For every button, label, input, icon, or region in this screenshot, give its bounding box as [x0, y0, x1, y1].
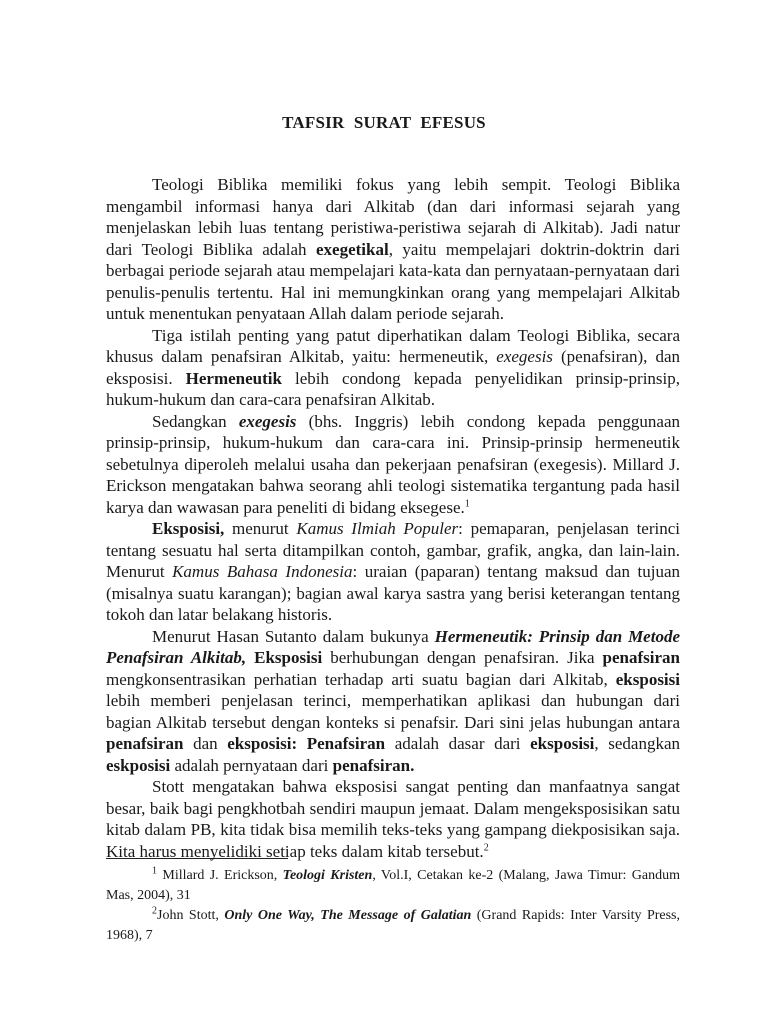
- text-run: menurut: [224, 519, 297, 538]
- footnote-divider: [106, 858, 288, 859]
- footnote: [106, 866, 680, 906]
- text-run: [246, 648, 254, 667]
- text-run: , yaitu mempelajari doktrin-doktrin dari berbagai periode sejarah atau mempelajari kata-kata dan pernyataan-pernyataan dari penulis-penulis tertentu. Hal ini memungkinkan orang yang mempelajari Alkitab untuk menentukan penyataan Allah dalam periode sejarah.: [106, 239, 680, 323]
- footnote-marker: 2: [152, 905, 157, 917]
- text-run: (Grand Rapids: Inter Varsity Press, 1968), 7: [106, 908, 681, 943]
- text-run: Kamus Ilmiah Populer: [296, 519, 459, 538]
- text-run: lebih memberi penjelasan terinci, memperhatikan aplikasi dan hubungan dari bagian Alkitab tersebut dengan konteks si penafsir. Dari sini jelas hubungan antara: [106, 691, 680, 732]
- text-run: Millard J. Erickson,: [157, 868, 283, 883]
- text-run: Stott mengatakan bahwa eksposisi sangat penting dan manfaatnya sangat besar, baik bagi pengkhotbah sendiri maupun jemaat. Dalam mengeksposisikan satu kitab dalam PB, kita tidak bisa memilih teks-teks yang gampang diekposisikan saja. Kita harus menyelidiki setiap teks dalam kitab tersebut.: [106, 777, 680, 861]
- paragraph: [106, 174, 680, 325]
- footnote-marker: 1: [152, 865, 157, 877]
- text-run: Kamus Bahasa Indonesia: [172, 562, 353, 581]
- footnote-marker: 2: [483, 841, 489, 853]
- text-run: Eksposisi: [254, 648, 323, 667]
- text-run: (bhs. Inggris) lebih condong kepada penggunaan prinsip-prinsip, hukum-hukum dan cara-cara ini. Prinsip-prinsip hermeneutik sebetulnya diperoleh melalui usaha dan pekerjaan penafsiran (exegesis). Millard J. Erickson mengatakan bahwa seorang ahli teologi sistematika tergantung pada hasil karya dan wawasan para peneliti di bidang eksegese.: [106, 411, 680, 517]
- text-run: Teologi Kristen: [282, 868, 373, 883]
- text-run: mengkonsentrasikan perhatian terhadap arti suatu bagian dari Alkitab,: [106, 669, 616, 689]
- text-run: berhubungan dengan penafsiran. Jika: [322, 648, 603, 667]
- paragraph: [106, 518, 680, 626]
- text-run: penafsiran.: [332, 755, 415, 775]
- text-run: Menurut Hasan Sutanto dalam bukunya: [152, 626, 435, 646]
- text-run: , sedangkan: [594, 734, 680, 753]
- text-run: eksposisi: [615, 669, 680, 689]
- text-run: Sedangkan: [152, 411, 239, 431]
- text-run: Eksposisi,: [152, 519, 225, 538]
- paragraph: [106, 325, 680, 411]
- text-run: lebih condong kepada penyelidikan prinsip-prinsip, hukum-hukum dan cara-cara penafsiran Alkitab.: [106, 368, 681, 409]
- paragraph: [106, 626, 680, 777]
- text-run: Teologi Biblika memiliki fokus yang lebih sempit. Teologi Biblika mengambil informasi hanya dari Alkitab (dan dari informasi sejarah yang menjelaskan lebih luas tentang peristiwa-peristiwa sejarah di Alkitab). Jadi natur dari Teologi Biblika adalah: [106, 175, 680, 259]
- text-run: Hermeneutik: [185, 368, 282, 388]
- text-run: Only One Way, The Message of Galatian: [224, 908, 472, 923]
- paragraph: [106, 411, 680, 519]
- footnote: [106, 906, 680, 946]
- page-title: TAFSIR SURAT EFESUS: [282, 113, 486, 132]
- text-run: eksposisi: [530, 734, 595, 753]
- text-run: exegesis: [496, 347, 553, 366]
- body-text: [106, 174, 680, 862]
- text-run: penafsiran: [602, 648, 680, 667]
- footnote-marker: 1: [464, 497, 470, 509]
- text-run: adalah dasar dari: [385, 734, 531, 753]
- paragraph: [106, 776, 680, 862]
- text-run: adalah pernyataan dari: [170, 755, 333, 775]
- text-run: : uraian (paparan) tentang maksud dan tujuan (misalnya suatu karangan); bagian awal karya sastra yang berisi keterangan tentang tokoh dan latar belakang historis.: [106, 562, 681, 624]
- text-run: eksposisi: Penafsiran: [227, 734, 386, 753]
- text-run: , Vol.I, Cetakan ke-2 (Malang, Jawa Timur: Gandum Mas, 2004), 31: [106, 868, 680, 903]
- text-run: John Stott,: [157, 908, 225, 923]
- footnotes: [106, 866, 680, 946]
- text-run: Tiga istilah penting yang patut diperhatikan dalam Teologi Biblika, secara khusus dalam penafsiran Alkitab, yaitu: hermeneutik,: [106, 325, 680, 366]
- text-run: : pemaparan, penjelasan terinci tentang sesuatu hal serta ditampilkan contoh, gambar, grafik, angka, dan lain-lain. Menurut: [106, 519, 680, 581]
- text-run: exegetikal: [316, 239, 389, 259]
- text-run: eskposisi: [106, 755, 171, 775]
- text-run: penafsiran: [106, 734, 184, 753]
- text-run: exegesis: [238, 411, 297, 431]
- text-run: dan: [183, 734, 228, 753]
- text-run: (penafsiran), dan eksposisi.: [106, 347, 680, 388]
- text-run: Hermeneutik: Prinsip dan Metode Penafsiran Alkitab,: [106, 626, 680, 667]
